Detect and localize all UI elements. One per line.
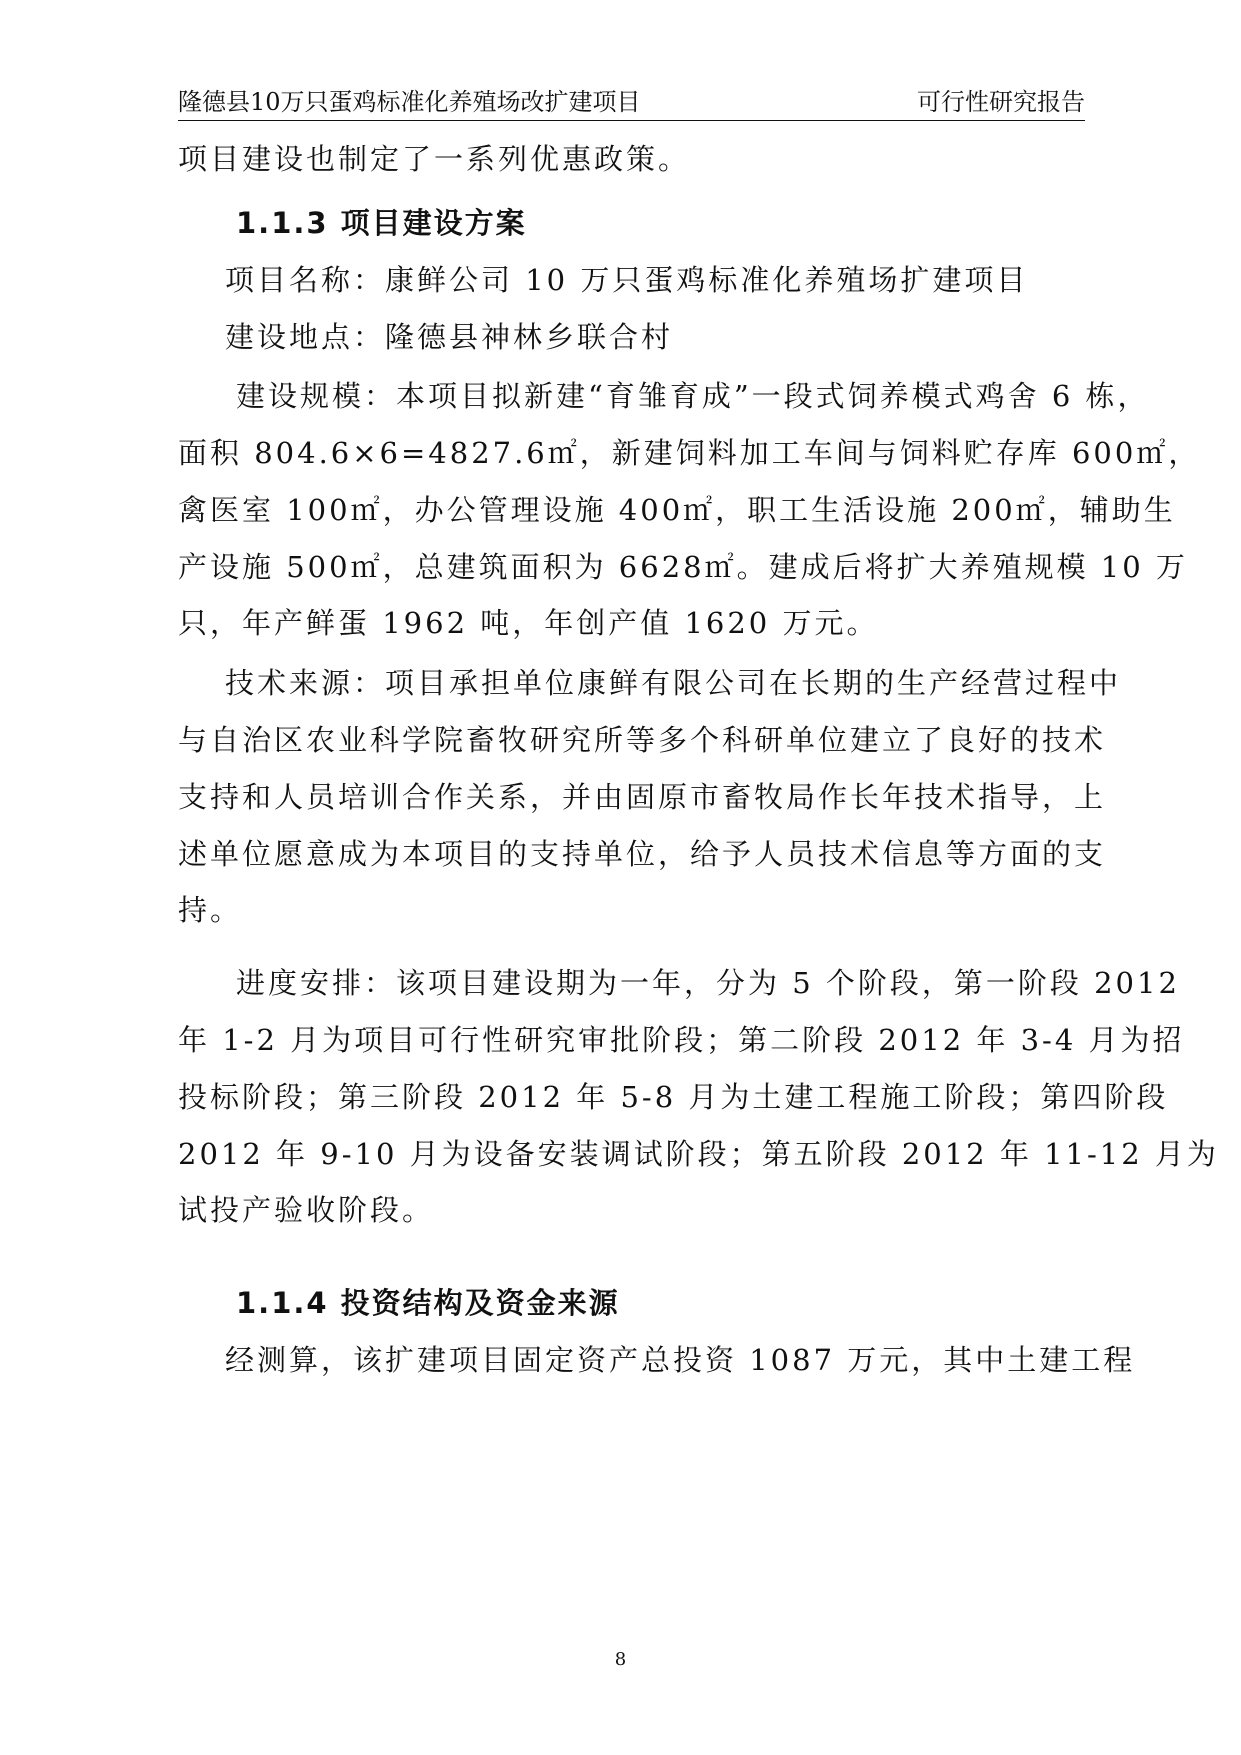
body-line: 建设地点：隆德县神林乡联合村 bbox=[225, 320, 674, 354]
body-line: 年 1-2 月为项目可行性研究审批阶段；第二阶段 2012 年 3-4 月为招 bbox=[178, 1023, 1185, 1057]
body-line: 禽医室 100㎡，办公管理设施 400㎡，职工生活设施 200㎡，辅助生 bbox=[178, 493, 1176, 527]
section-heading-1-1-3: 1.1.3 项目建设方案 bbox=[236, 206, 527, 240]
body-line: 与自治区农业科学院畜牧研究所等多个科研单位建立了良好的技术 bbox=[178, 723, 1107, 757]
body-line: 进度安排：该项目建设期为一年，分为 5 个阶段，第一阶段 2012 bbox=[236, 966, 1180, 1000]
body-line: 建设规模：本项目拟新建“育雏育成”一段式饲养模式鸡舍 6 栋， bbox=[236, 379, 1150, 413]
body-line: 2012 年 9-10 月为设备安装调试阶段；第五阶段 2012 年 11-12 月为 bbox=[178, 1137, 1219, 1171]
body-line: 面积 804.6×6=4827.6㎡，新建饲料加工车间与饲料贮存库 600㎡， bbox=[178, 436, 1201, 470]
body-line: 投标阶段；第三阶段 2012 年 5-8 月为土建工程施工阶段；第四阶段 bbox=[178, 1080, 1169, 1114]
header-divider bbox=[178, 120, 1085, 121]
header-project-title: 隆德县10万只蛋鸡标准化养殖场改扩建项目 bbox=[178, 88, 641, 116]
section-heading-1-1-4: 1.1.4 投资结构及资金来源 bbox=[236, 1286, 620, 1320]
body-line: 试投产验收阶段。 bbox=[178, 1193, 435, 1227]
body-line: 项目建设也制定了一系列优惠政策。 bbox=[178, 142, 691, 176]
body-line: 产设施 500㎡，总建筑面积为 6628㎡。建成后将扩大养殖规模 10 万 bbox=[178, 550, 1188, 584]
body-line: 技术来源：项目承担单位康鲜有限公司在长期的生产经营过程中 bbox=[225, 666, 1122, 700]
body-line: 持。 bbox=[178, 893, 243, 927]
body-line: 述单位愿意成为本项目的支持单位，给予人员技术信息等方面的支 bbox=[178, 837, 1107, 871]
body-line: 只，年产鲜蛋 1962 吨，年创产值 1620 万元。 bbox=[178, 606, 879, 640]
page-header bbox=[178, 82, 1085, 118]
page-number: 8 bbox=[614, 1649, 627, 1670]
body-line: 支持和人员培训合作关系，并由固原市畜牧局作长年技术指导，上 bbox=[178, 780, 1107, 814]
body-line: 项目名称：康鲜公司 10 万只蛋鸡标准化养殖场扩建项目 bbox=[225, 263, 1029, 297]
header-report-type: 可行性研究报告 bbox=[917, 88, 1085, 116]
body-line: 经测算，该扩建项目固定资产总投资 1087 万元，其中土建工程 bbox=[225, 1343, 1136, 1377]
